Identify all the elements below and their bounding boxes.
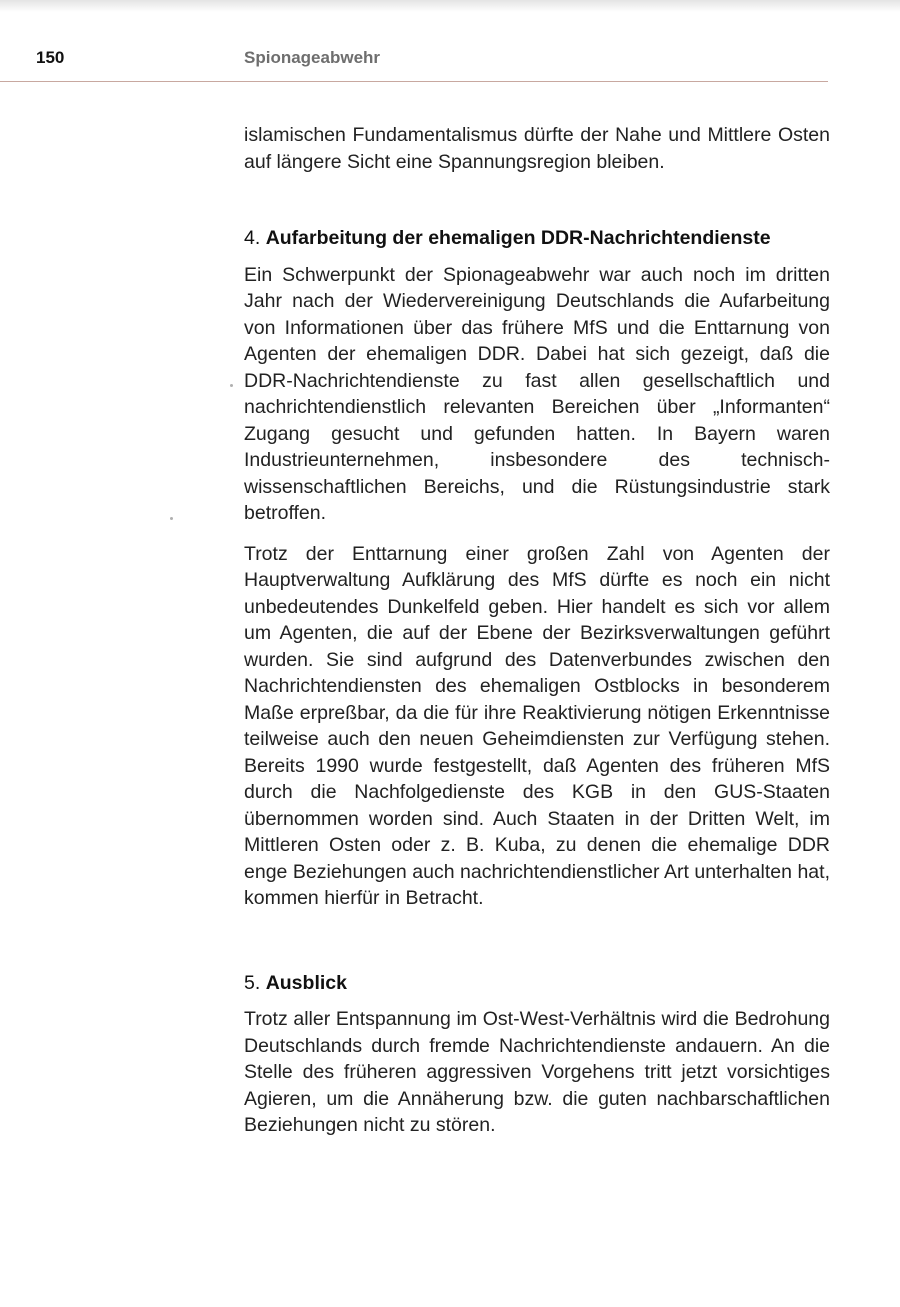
header-rule (0, 81, 828, 82)
section-title: Ausblick (265, 971, 347, 994)
section-heading-5 (244, 970, 830, 997)
section-4-paragraph-1: Ein Schwerpunkt der Spionageabwehr war auch noch im dritten Jahr nach der Wiedervereinigung Deutschlands die Aufarbeitung von Informationen über das frühere MfS und die Enttarnung von Agenten der ehemaligen DDR. Dabei hat sich gezeigt, daß die DDR-Nachrichtendienste zu fast allen gesellschaftlich und nachrichtendienstlich relevanten Bereichen über „Informanten“ Zugang gesucht und gefunden hatten. In Bayern waren Industrieunternehmen, insbesondere des technisch-wissenschaftlichen Bereichs, und die Rüstungsindustrie stark betroffen. (244, 263, 830, 524)
section-heading-4 (244, 225, 830, 252)
section-title: Aufarbeitung der ehemaligen DDR-Nachrichtendienste (265, 227, 771, 249)
scan-speck (170, 517, 173, 520)
scan-edge-shadow (0, 0, 900, 12)
section-5-paragraph-1: Trotz aller Entspannung im Ost-West-Verhältnis wird die Bedrohung Deutschlands durch fremde Nachrichtendienste andauern. An die Stelle des früheren aggressiven Vorgehens tritt jetzt vorsichtiges Agieren, um die Annäherung bzw. die guten nachbarschaftlichen Beziehungen nicht zu stören. (244, 1008, 830, 1136)
section-number: 5. (244, 971, 261, 994)
section-4-paragraph-2: Trotz der Enttarnung einer großen Zahl von Agenten der Hauptverwaltung Aufklärung des MfS dürfte es noch ein nicht unbedeutendes Dunkelfeld geben. Hier handelt es sich vor allem um Agenten, die auf der Ebene der Bezirksverwaltungen geführt wurden. Sie sind aufgrund des Datenverbundes zwischen den Nachrichtendiensten des ehemaligen Ostblocks in besonderem Maße erpreßbar, da die für ihre Reaktivierung nötigen Erkenntnisse teilweise auch den neuen Geheimdiensten zur Verfügung stehen. Bereits 1990 wurde festgestellt, daß Agenten des früheren MfS durch die Nachfolgedienste des KGB in den GUS-Staaten übernommen worden sind. Auch Staaten in der Dritten Welt, im Mittleren Osten oder z. B. Kuba, zu denen die ehemalige DDR enge Beziehungen auch nachrichtendienstlicher Art unterhalten hat, kommen hierfür in Betracht. (244, 542, 830, 909)
section-number: 4. (244, 227, 261, 249)
scan-speck (230, 384, 233, 387)
running-header (36, 48, 828, 76)
page-body (244, 122, 830, 1139)
chapter-title: Spionageabwehr (244, 48, 381, 67)
page-number: 150 (36, 48, 65, 67)
intro-paragraph: islamischen Fundamentalismus dürfte der Nahe und Mittlere Osten auf längere Sicht eine Spannungsregion bleiben. (244, 124, 830, 173)
